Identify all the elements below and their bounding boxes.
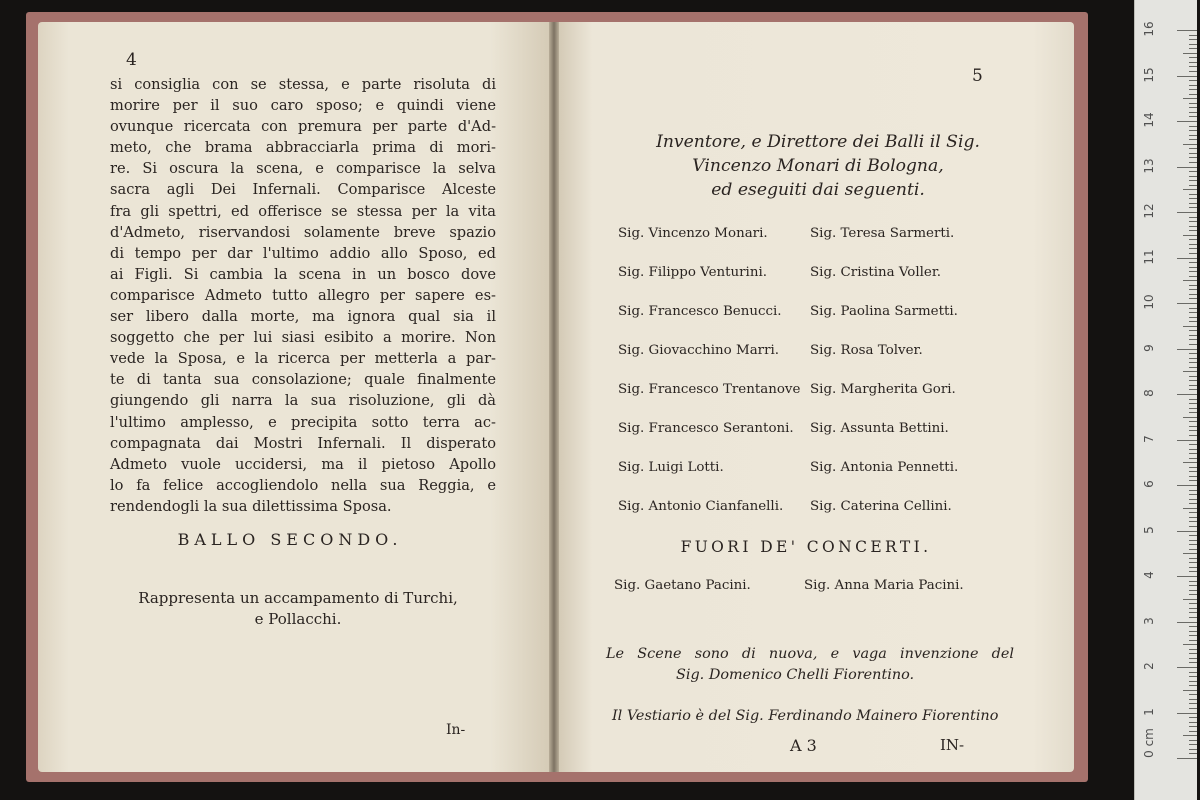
ruler-tick <box>1183 371 1197 372</box>
ruler-tick <box>1189 44 1197 45</box>
catchword: In- <box>446 722 466 738</box>
ruler-tick <box>1189 681 1197 682</box>
text-line: l'ultimo amplesso, e precipita sotto terra ac- <box>110 413 496 431</box>
ruler-tick <box>1189 476 1197 477</box>
ruler-tick <box>1189 262 1197 263</box>
ruler-tick <box>1189 148 1197 149</box>
text-line: morire per il suo caro sposo; e quindi viene <box>110 97 496 115</box>
scene-line: Le Scene sono di nuova, e vaga invenzione del <box>606 646 1014 662</box>
text-line: vede la Sposa, e la ricerca per metterla a par- <box>110 350 496 368</box>
ruler-tick <box>1189 312 1197 313</box>
ruler-tick <box>1189 153 1197 154</box>
ruler-label: 12 <box>1142 203 1156 219</box>
ruler-tick <box>1189 39 1197 40</box>
ruler-tick <box>1177 713 1197 714</box>
dancer-name: Sig. Paolina Sarmetti. <box>810 304 958 319</box>
ruler-tick <box>1183 599 1197 600</box>
ruler-tick <box>1189 703 1197 704</box>
ruler-tick <box>1189 112 1197 113</box>
text-line: ai Figli. Si cambia la scena in un bosco dove <box>110 265 496 283</box>
ruler-tick <box>1189 71 1197 72</box>
ruler-tick <box>1189 640 1197 641</box>
ruler-tick <box>1189 267 1197 268</box>
text-line: d'Admeto, riservandosi solamente breve spazio <box>110 223 496 241</box>
fuori-title: FUORI DE' CONCERTI. <box>680 538 932 556</box>
heading-line: Vincenzo Monari di Bologna, <box>692 156 944 176</box>
ruler-tick <box>1189 503 1197 504</box>
ruler-tick <box>1189 239 1197 240</box>
dancer-name: Sig. Cristina Voller. <box>810 265 942 280</box>
ruler-tick <box>1189 581 1197 582</box>
ruler-tick <box>1189 708 1197 709</box>
ruler-tick <box>1183 144 1197 145</box>
ruler-tick <box>1189 753 1197 754</box>
ruler-tick <box>1189 285 1197 286</box>
ruler-tick <box>1189 253 1197 254</box>
ruler-label: 8 <box>1142 389 1156 397</box>
ballet-heading <box>608 130 1028 202</box>
ruler-tick <box>1189 203 1197 204</box>
ruler-tick <box>1189 276 1197 277</box>
ruler-tick <box>1189 608 1197 609</box>
ruler-tick <box>1189 631 1197 632</box>
ruler-label: 16 <box>1142 21 1156 37</box>
ruler-tick <box>1177 76 1197 77</box>
text-line: ovunque ricercata con premura per parte d'Ad- <box>110 118 496 136</box>
ruler-tick <box>1189 321 1197 322</box>
ruler-tick <box>1177 258 1197 259</box>
ruler-tick <box>1189 94 1197 95</box>
ruler-tick <box>1189 103 1197 104</box>
ruler-tick <box>1189 66 1197 67</box>
ruler-tick <box>1189 540 1197 541</box>
ruler-tick <box>1189 294 1197 295</box>
text-line: te di tanta sua consolazione; quale finalmente <box>110 371 496 389</box>
ruler-tick <box>1189 499 1197 500</box>
dancer-name: Sig. Margherita Gori. <box>810 382 956 397</box>
ruler-tick <box>1189 722 1197 723</box>
ruler-tick <box>1189 435 1197 436</box>
ruler-tick <box>1189 699 1197 700</box>
ruler-tick <box>1189 571 1197 572</box>
ruler-tick <box>1189 176 1197 177</box>
ruler-tick <box>1189 517 1197 518</box>
text-line: meto, che brama abbracciarla prima di mori- <box>110 139 496 157</box>
ruler-tick <box>1177 303 1197 304</box>
ruler-tick <box>1177 30 1197 31</box>
ruler-tick <box>1189 426 1197 427</box>
ruler-label: 4 <box>1142 571 1156 579</box>
ruler-tick <box>1189 389 1197 390</box>
ruler-tick <box>1189 740 1197 741</box>
ruler-tick <box>1189 744 1197 745</box>
ruler-tick <box>1189 207 1197 208</box>
dancer-name: Sig. Vincenzo Monari. <box>618 226 768 241</box>
ruler-tick <box>1189 330 1197 331</box>
text-line: lo fa felice accogliendolo nella sua Reggia, e <box>110 476 496 494</box>
ruler-tick <box>1177 349 1197 350</box>
ruler-tick <box>1189 590 1197 591</box>
ruler-tick <box>1189 672 1197 673</box>
ruler-tick <box>1183 735 1197 736</box>
ruler-tick <box>1189 717 1197 718</box>
ruler-tick <box>1189 116 1197 117</box>
body-text <box>110 74 496 517</box>
ruler-tick <box>1189 521 1197 522</box>
dancer-row <box>614 226 1034 265</box>
ruler-tick <box>1177 212 1197 213</box>
ruler-tick <box>1189 562 1197 563</box>
ruler-tick <box>1183 53 1197 54</box>
catchword: IN- <box>940 736 965 754</box>
section-title: BALLO SECONDO. <box>177 530 403 549</box>
measuring-ruler <box>1134 0 1197 800</box>
dancer-name: Sig. Giovacchino Marri. <box>618 343 780 358</box>
ruler-tick <box>1189 271 1197 272</box>
ruler-label: 6 <box>1142 480 1156 488</box>
ruler-tick <box>1189 362 1197 363</box>
dancer-row <box>614 265 1034 304</box>
dancer-name: Sig. Filippo Venturini. <box>618 265 767 280</box>
ruler-tick <box>1189 403 1197 404</box>
ruler-tick <box>1189 367 1197 368</box>
text-line: fra gli spettri, ed offerisce se stessa per la vita <box>110 202 496 220</box>
ruler-tick <box>1189 649 1197 650</box>
ruler-tick <box>1189 180 1197 181</box>
scene-credit <box>606 644 1014 686</box>
ruler-tick <box>1189 617 1197 618</box>
ruler-tick <box>1189 126 1197 127</box>
ruler-tick <box>1189 353 1197 354</box>
ruler-tick <box>1183 553 1197 554</box>
ruler-tick <box>1189 57 1197 58</box>
ruler-label: 10 <box>1142 294 1156 310</box>
ruler-label: 9 <box>1142 343 1156 352</box>
ruler-tick <box>1189 585 1197 586</box>
ruler-tick <box>1189 635 1197 636</box>
ruler-tick <box>1189 185 1197 186</box>
dancer-name: Sig. Luigi Lotti. <box>618 460 724 475</box>
heading-line: Inventore, e Direttore dei Balli il Sig. <box>656 132 980 152</box>
text-line: soggetto che per lui siasi esibito a morire. Non <box>110 329 496 347</box>
text-line: giungendo gli narra la sua risoluzione, gli dà <box>110 392 496 410</box>
dancer-name: Sig. Gaetano Pacini. <box>614 578 751 593</box>
ruler-tick <box>1189 198 1197 199</box>
text-line: comparisce Admeto tutto allegro per sapere es- <box>110 286 496 304</box>
page-number: 5 <box>972 66 983 86</box>
ruler-tick <box>1189 339 1197 340</box>
ruler-tick <box>1177 758 1197 759</box>
ruler-label: 5 <box>1142 525 1156 534</box>
ruler-tick <box>1189 230 1197 231</box>
description-line: e Pollacchi. <box>254 610 342 628</box>
left-page <box>38 22 552 772</box>
ruler-tick <box>1189 139 1197 140</box>
ruler-tick <box>1189 221 1197 222</box>
ruler-tick <box>1189 62 1197 63</box>
page-number: 4 <box>126 50 137 70</box>
ruler-tick <box>1189 444 1197 445</box>
ruler-tick <box>1189 408 1197 409</box>
ruler-tick <box>1183 189 1197 190</box>
ruler-tick <box>1189 35 1197 36</box>
ruler-tick <box>1189 490 1197 491</box>
ruler-tick <box>1183 690 1197 691</box>
ruler-tick <box>1189 289 1197 290</box>
dancer-name: Sig. Rosa Tolver. <box>810 343 923 358</box>
ruler-tick <box>1183 417 1197 418</box>
ruler-tick <box>1189 653 1197 654</box>
ruler-tick <box>1189 171 1197 172</box>
dancer-row <box>614 421 1034 460</box>
ruler-tick <box>1189 567 1197 568</box>
ruler-tick <box>1177 576 1197 577</box>
ruler-tick <box>1189 594 1197 595</box>
dancer-row <box>614 304 1034 343</box>
ruler-tick <box>1183 508 1197 509</box>
ruler-tick <box>1189 453 1197 454</box>
ruler-tick <box>1183 98 1197 99</box>
text-line: compagnata dai Mostri Infernali. Il disperato <box>110 434 496 452</box>
ruler-tick <box>1189 194 1197 195</box>
ruler-tick <box>1189 558 1197 559</box>
ruler-tick <box>1177 394 1197 395</box>
ruler-tick <box>1189 48 1197 49</box>
ruler-tick <box>1189 726 1197 727</box>
ruler-tick <box>1189 526 1197 527</box>
dancer-row <box>614 382 1034 421</box>
ruler-tick <box>1189 248 1197 249</box>
ruler-tick <box>1189 157 1197 158</box>
ruler-tick <box>1189 471 1197 472</box>
scene-line: Sig. Domenico Chelli Fiorentino. <box>676 667 915 683</box>
text-line: re. Si oscura la scena, e comparisce la selva <box>110 160 496 178</box>
ruler-tick <box>1183 235 1197 236</box>
text-line: di tempo per dar l'ultimo addio allo Sposo, ed <box>110 244 496 262</box>
ruler-tick <box>1189 749 1197 750</box>
ruler-tick <box>1189 535 1197 536</box>
heading-line: ed eseguiti dai seguenti. <box>711 180 925 200</box>
ruler-tick <box>1177 667 1197 668</box>
ruler-tick <box>1177 622 1197 623</box>
ruler-tick <box>1189 421 1197 422</box>
ruler-tick <box>1177 531 1197 532</box>
costume-credit: Il Vestiario è del Sig. Ferdinando Mainero Fiorentino <box>612 708 999 724</box>
ruler-tick <box>1183 644 1197 645</box>
ruler-tick <box>1189 544 1197 545</box>
ruler-label: 3 <box>1142 616 1156 625</box>
ruler-tick <box>1189 626 1197 627</box>
ruler-label: 14 <box>1142 112 1156 128</box>
text-line: sacra agli Dei Infernali. Comparisce Alceste <box>110 181 496 199</box>
ruler-label: 13 <box>1142 157 1156 174</box>
ruler-tick <box>1189 80 1197 81</box>
ruler-tick <box>1189 85 1197 86</box>
dancer-name: Sig. Antonia Pennetti. <box>810 460 959 475</box>
ruler-label: 11 <box>1142 248 1156 265</box>
ruler-tick <box>1177 440 1197 441</box>
ruler-tick <box>1189 385 1197 386</box>
section-description <box>108 588 488 630</box>
ruler-tick <box>1189 130 1197 131</box>
ruler-tick <box>1189 380 1197 381</box>
dancer-name: Sig. Teresa Sarmerti. <box>810 226 955 241</box>
ruler-tick <box>1189 358 1197 359</box>
ruler-tick <box>1183 326 1197 327</box>
ruler-tick <box>1189 685 1197 686</box>
text-line: si consiglia con se stessa, e parte risoluta di <box>110 76 496 93</box>
book-gutter <box>549 22 559 772</box>
text-line: rendendogli la sua dilettissima Sposa. <box>110 497 392 515</box>
ruler-tick <box>1189 731 1197 732</box>
dancer-name: Sig. Anna Maria Pacini. <box>804 578 964 593</box>
ruler-tick <box>1189 658 1197 659</box>
ruler-tick <box>1189 335 1197 336</box>
dancer-row <box>614 343 1034 382</box>
ruler-tick <box>1189 662 1197 663</box>
ruler-tick <box>1177 485 1197 486</box>
ruler-tick <box>1177 167 1197 168</box>
ruler-tick <box>1189 308 1197 309</box>
dancer-name: Sig. Francesco Serantoni. <box>618 421 794 436</box>
ruler-tick <box>1189 549 1197 550</box>
description-line: Rappresenta un accampamento di Turchi, <box>138 589 458 607</box>
ruler-tick <box>1189 612 1197 613</box>
ruler-tick <box>1189 376 1197 377</box>
ruler-tick <box>1189 449 1197 450</box>
ruler-tick <box>1189 217 1197 218</box>
ruler-tick <box>1189 480 1197 481</box>
ruler-tick <box>1183 462 1197 463</box>
ruler-label: 2 <box>1142 662 1156 670</box>
text-line: ser libero dalla morte, ma ignora qual sia il <box>110 308 496 326</box>
ruler-label: 15 <box>1142 66 1156 83</box>
text-line: Admeto vuole uccidersi, ma il pietoso Apollo <box>110 455 496 473</box>
dancer-name: Sig. Antonio Cianfanelli. <box>618 499 784 514</box>
ruler-tick <box>1189 494 1197 495</box>
dancer-list <box>614 226 1034 538</box>
ruler-tick <box>1189 412 1197 413</box>
ruler-tick <box>1189 603 1197 604</box>
ruler-tick <box>1177 121 1197 122</box>
ruler-tick <box>1189 244 1197 245</box>
ruler-tick <box>1189 226 1197 227</box>
ruler-tick <box>1189 399 1197 400</box>
ruler-tick <box>1189 162 1197 163</box>
ruler-tick <box>1189 298 1197 299</box>
signature-mark: A 3 <box>790 736 817 755</box>
ruler-tick <box>1189 512 1197 513</box>
ruler-label: 1 <box>1142 707 1156 716</box>
dancer-name: Sig. Caterina Cellini. <box>810 499 952 514</box>
ruler-label: 7 <box>1142 434 1156 443</box>
ruler-tick <box>1183 280 1197 281</box>
dancer-row <box>614 460 1034 499</box>
ruler-tick <box>1189 135 1197 136</box>
right-page <box>556 22 1074 772</box>
ruler-tick <box>1189 89 1197 90</box>
dancer-name: Sig. Francesco Trentanove <box>618 382 801 397</box>
ruler-tick <box>1189 694 1197 695</box>
dancer-name: Sig. Francesco Benucci. <box>618 304 782 319</box>
ruler-tick <box>1189 317 1197 318</box>
dancer-row <box>614 499 1034 538</box>
ruler-tick <box>1189 344 1197 345</box>
ruler-tick <box>1189 107 1197 108</box>
ruler-tick <box>1189 676 1197 677</box>
ruler-tick <box>1189 458 1197 459</box>
ruler-tick <box>1189 467 1197 468</box>
dancer-name: Sig. Assunta Bettini. <box>810 421 949 436</box>
ruler-tick <box>1189 430 1197 431</box>
ruler-label: 0 cm <box>1142 728 1156 758</box>
